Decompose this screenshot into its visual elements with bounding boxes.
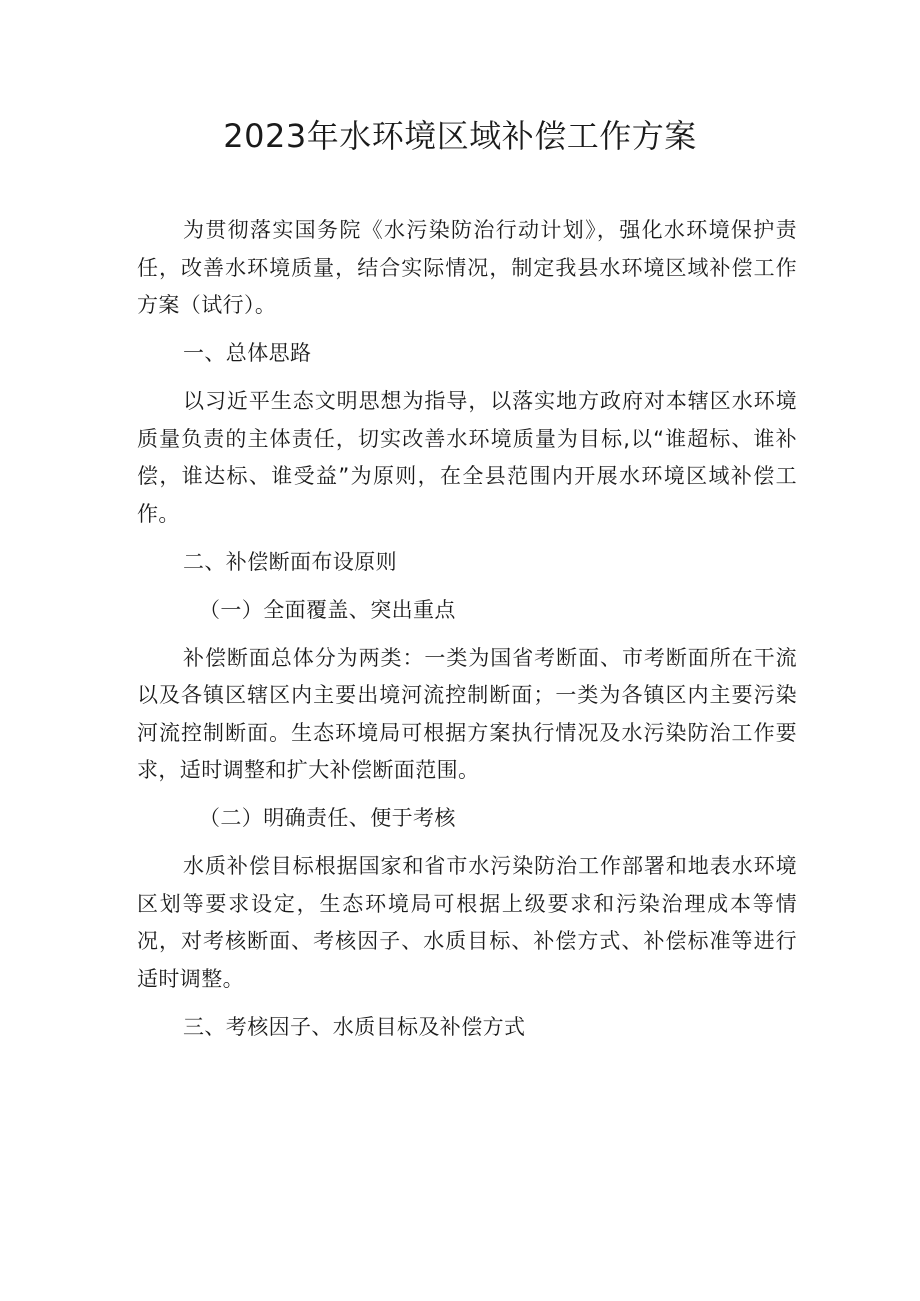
section-2-sub-2-heading: （二）明确责任、便于考核 xyxy=(199,806,456,830)
section-2-heading: 二、补偿断面布设原则 xyxy=(183,549,397,574)
section-2-sub-2-paragraph: 水质补偿目标根据国家和省市水污染防治工作部署和地表水环境区划等要求设定，生态环境局可根据上级要求和污染治理成本等情况，对考核断面、考核因子、水质目标、补偿方式、补偿标准等进行适时调整。 xyxy=(137,854,797,991)
document-body xyxy=(137,212,797,1057)
section-3-heading: 三、考核因子、水质目标及补偿方式 xyxy=(183,1014,526,1039)
intro-paragraph: 为贯彻落实国务院《水污染防治行动计划》，强化水环境保护责任，改善水环境质量，结合实际情况，制定我县水环境区域补偿工作方案（试行）。 xyxy=(137,218,797,317)
document-title: 2023年水环境区域补偿工作方案 xyxy=(223,117,697,155)
section-1-heading: 一、总体思路 xyxy=(183,341,312,365)
section-2-sub-1-paragraph: 补偿断面总体分为两类：一类为国省考断面、市考断面所在干流以及各镇区辖区内主要出境河流控制断面；一类为各镇区内主要污染河流控制断面。生态环境局可根据方案执行情况及水污染防治工作要求，适时调整和扩大补偿断面范围。 xyxy=(137,645,797,782)
section-2-sub-1-heading: （一）全面覆盖、突出重点 xyxy=(199,597,456,622)
section-1-paragraph: 以习近平生态文明思想为指导，以落实地方政府对本辖区水环境质量负责的主体责任，切实改善水环境质量为目标,以“谁超标、谁补偿，谁达标、谁受益”为原则，在全县范围内开展水环境区域补偿工作。 xyxy=(137,389,797,526)
